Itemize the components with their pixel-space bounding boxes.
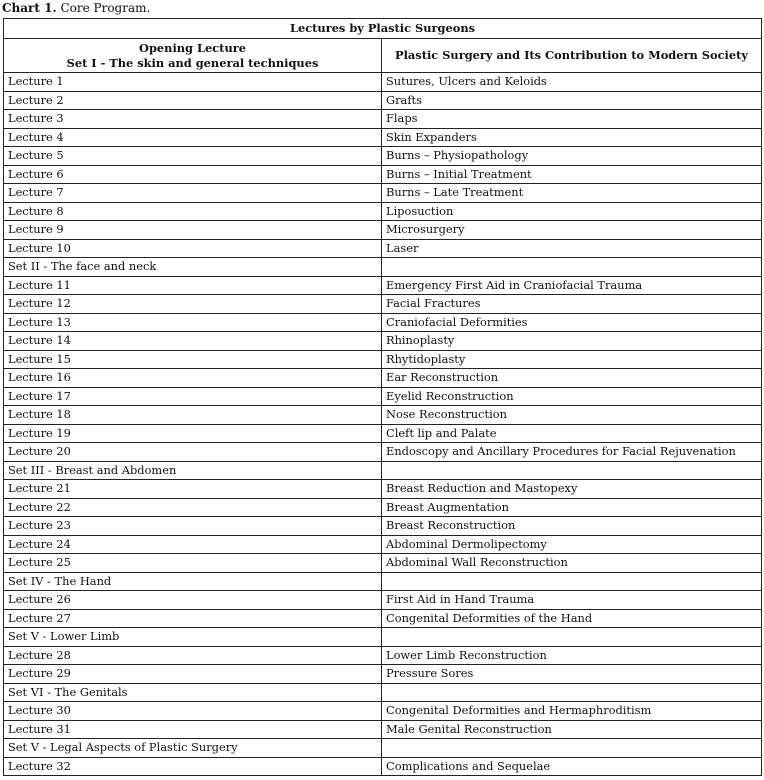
left-column-header [4,39,382,73]
table-row [4,461,762,480]
topic-cell: Ear Reconstruction [382,369,762,388]
topic-cell: Flaps [382,110,762,129]
topic-cell [382,572,762,591]
topic-cell: Breast Reconstruction [382,517,762,536]
set-one-heading: Set I - The skin and general techniques [66,55,319,70]
topic-cell: Breast Augmentation [382,498,762,517]
topic-cell: Abdominal Wall Reconstruction [382,554,762,573]
lecture-cell: Set VI - The Genitals [4,683,382,702]
table-row [4,313,762,332]
table-row [4,665,762,684]
table-row [4,221,762,240]
topic-cell [382,739,762,758]
table-row [4,720,762,739]
chart-caption [2,0,150,16]
opening-lecture-heading: Opening Lecture [139,40,246,55]
topic-cell: Liposuction [382,202,762,221]
topic-cell: Burns – Initial Treatment [382,165,762,184]
table-row [4,757,762,776]
table-title: Lectures by Plastic Surgeons [4,19,762,39]
table-row [4,295,762,314]
lecture-cell: Lecture 2 [4,91,382,110]
lecture-cell: Lecture 14 [4,332,382,351]
lecture-cell: Set II - The face and neck [4,258,382,277]
topic-cell: Cleft lip and Palate [382,424,762,443]
table-row [4,628,762,647]
topic-cell: Skin Expanders [382,128,762,147]
table-row [4,702,762,721]
table-row [4,683,762,702]
lecture-cell: Lecture 31 [4,720,382,739]
lecture-cell: Lecture 1 [4,73,382,92]
table-row [4,646,762,665]
topic-cell: Nose Reconstruction [382,406,762,425]
topic-cell [382,461,762,480]
table-row [4,443,762,462]
caption-text: Core Program. [60,1,151,15]
topic-cell: Laser [382,239,762,258]
lecture-cell: Lecture 9 [4,221,382,240]
topic-cell: Burns – Late Treatment [382,184,762,203]
lecture-cell: Lecture 4 [4,128,382,147]
lecture-cell: Lecture 29 [4,665,382,684]
table-body [4,73,762,776]
table-row [4,369,762,388]
topic-cell: Sutures, Ulcers and Keloids [382,73,762,92]
table-row [4,535,762,554]
lecture-cell: Lecture 25 [4,554,382,573]
lecture-cell: Set V - Legal Aspects of Plastic Surgery [4,739,382,758]
topic-cell: Facial Fractures [382,295,762,314]
lecture-cell: Lecture 11 [4,276,382,295]
table-row [4,498,762,517]
table-row [4,276,762,295]
table-row [4,332,762,351]
table-row [4,110,762,129]
topic-cell: Lower Limb Reconstruction [382,646,762,665]
table-row [4,480,762,499]
topic-cell: Complications and Sequelae [382,757,762,776]
core-program-table [3,18,762,776]
lecture-cell: Lecture 27 [4,609,382,628]
lecture-cell: Lecture 5 [4,147,382,166]
topic-cell: Microsurgery [382,221,762,240]
table-row [4,258,762,277]
table-row [4,147,762,166]
table-row [4,406,762,425]
lecture-cell: Lecture 19 [4,424,382,443]
right-column-header: Plastic Surgery and Its Contribution to Modern Society [382,39,762,73]
topic-cell: Rhinoplasty [382,332,762,351]
topic-cell [382,628,762,647]
table-row [4,239,762,258]
lecture-cell: Lecture 20 [4,443,382,462]
table-row [4,165,762,184]
topic-cell: Male Genital Reconstruction [382,720,762,739]
lecture-cell: Lecture 26 [4,591,382,610]
table-row [4,554,762,573]
topic-cell: Pressure Sores [382,665,762,684]
topic-cell: Rhytidoplasty [382,350,762,369]
lecture-cell: Lecture 18 [4,406,382,425]
lecture-cell: Lecture 7 [4,184,382,203]
topic-cell: Craniofacial Deformities [382,313,762,332]
table-row [4,517,762,536]
lecture-cell: Lecture 15 [4,350,382,369]
table-row [4,73,762,92]
lecture-cell: Lecture 17 [4,387,382,406]
table-row [4,387,762,406]
topic-cell [382,258,762,277]
lecture-cell: Lecture 6 [4,165,382,184]
lecture-cell: Lecture 30 [4,702,382,721]
table-row [4,609,762,628]
topic-cell: Burns – Physiopathology [382,147,762,166]
table-row [4,184,762,203]
topic-cell: Abdominal Dermolipectomy [382,535,762,554]
table-row [4,350,762,369]
topic-cell: Emergency First Aid in Craniofacial Trauma [382,276,762,295]
topic-cell: Congenital Deformities and Hermaphroditism [382,702,762,721]
topic-cell: Eyelid Reconstruction [382,387,762,406]
table-row [4,202,762,221]
lecture-cell: Lecture 24 [4,535,382,554]
table-row [4,424,762,443]
table-row [4,739,762,758]
table-row [4,591,762,610]
lecture-cell: Lecture 23 [4,517,382,536]
topic-cell: Endoscopy and Ancillary Procedures for Facial Rejuvenation [382,443,762,462]
lecture-cell: Set V - Lower Limb [4,628,382,647]
lecture-cell: Lecture 22 [4,498,382,517]
lecture-cell: Lecture 21 [4,480,382,499]
lecture-cell: Lecture 8 [4,202,382,221]
caption-label: Chart 1. [2,1,57,15]
lecture-cell: Lecture 10 [4,239,382,258]
lecture-cell: Lecture 32 [4,757,382,776]
lecture-cell: Lecture 16 [4,369,382,388]
lecture-cell: Set IV - The Hand [4,572,382,591]
topic-cell: First Aid in Hand Trauma [382,591,762,610]
lecture-cell: Lecture 3 [4,110,382,129]
lecture-cell: Set III - Breast and Abdomen [4,461,382,480]
lecture-cell: Lecture 13 [4,313,382,332]
topic-cell: Congenital Deformities of the Hand [382,609,762,628]
table-row [4,128,762,147]
table-row [4,91,762,110]
lecture-cell: Lecture 12 [4,295,382,314]
topic-cell: Grafts [382,91,762,110]
topic-cell: Breast Reduction and Mastopexy [382,480,762,499]
table-row [4,572,762,591]
lecture-cell: Lecture 28 [4,646,382,665]
topic-cell [382,683,762,702]
